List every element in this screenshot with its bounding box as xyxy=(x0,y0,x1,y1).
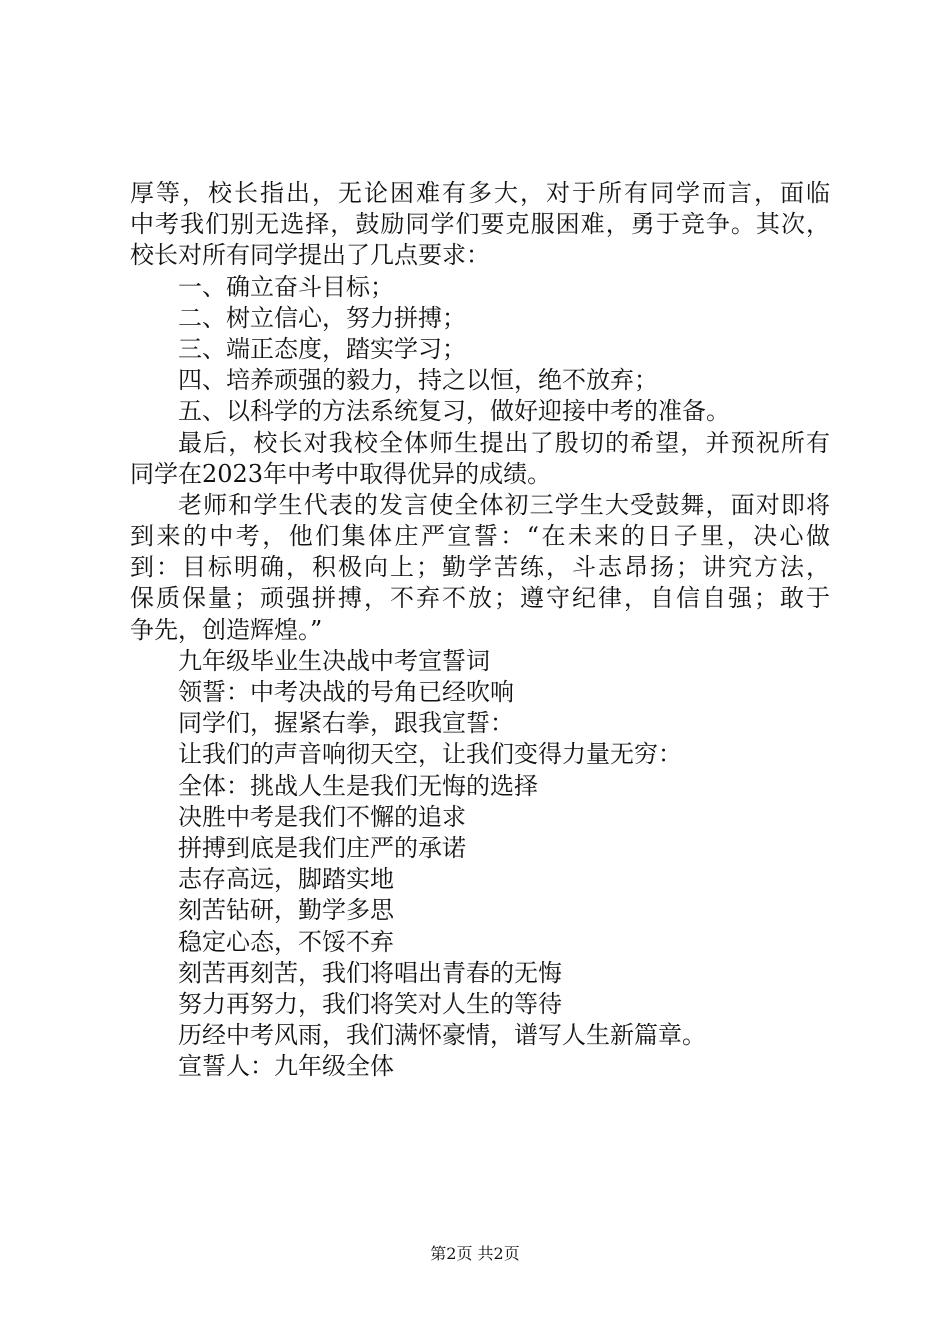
oath-line: 决胜中考是我们不懈的追求 xyxy=(178,802,466,831)
oath-line: 稳定心态，不馁不弃 xyxy=(178,927,394,956)
text-line: 同学在2023年中考中取得优异的成绩。 xyxy=(130,459,552,488)
text-line: 到：目标明确，积极向上；勤学苦练，斗志昂扬；讲究方法， xyxy=(130,553,830,582)
text-line: 校长对所有同学提出了几点要求： xyxy=(130,241,490,270)
text-line: 中考我们别无选择，鼓励同学们要克服困难，勇于竞争。其次， xyxy=(130,210,830,239)
text-line: 争先，创造辉煌。” xyxy=(130,615,323,644)
oath-title: 九年级毕业生决战中考宣誓词 xyxy=(178,646,490,675)
oath-line: 拼搏到底是我们庄严的承诺 xyxy=(178,833,466,862)
oath-signature: 宣誓人：九年级全体 xyxy=(178,1052,394,1081)
oath-line: 志存高远，脚踏实地 xyxy=(178,865,394,894)
oath-line: 努力再努力，我们将笑对人生的等待 xyxy=(178,989,562,1018)
oath-line: 领誓：中考决战的号角已经吹响 xyxy=(178,678,514,706)
body-text xyxy=(130,178,830,1082)
page-footer: 第2页 共2页 xyxy=(430,1244,520,1263)
text-line: 老师和学生代表的发言使全体初三学生大受鼓舞，面对即将 xyxy=(178,490,830,519)
list-item: 三、端正态度，踏实学习； xyxy=(178,334,466,363)
text-line: 厚等，校长指出，无论困难有多大，对于所有同学而言，面临 xyxy=(130,179,830,207)
text-line: 保质保量；顽强拼搏，不弃不放；遵守纪律，自信自强；敢于 xyxy=(130,584,830,613)
list-item: 二、树立信心，努力拼搏； xyxy=(178,303,466,332)
oath-line: 同学们，握紧右拳，跟我宣誓： xyxy=(178,709,514,738)
oath-line: 让我们的声音响彻天空，让我们变得力量无穷： xyxy=(178,740,682,769)
text-line: 到来的中考，他们集体庄严宣誓：“在未来的日子里，决心做 xyxy=(130,522,830,551)
list-item: 一、确立奋斗目标； xyxy=(178,272,394,301)
list-item: 五、以科学的方法系统复习，做好迎接中考的准备。 xyxy=(178,397,730,426)
text-line: 最后，校长对我校全体师生提出了殷切的希望，并预祝所有 xyxy=(178,428,830,457)
oath-line: 全体：挑战人生是我们无悔的选择 xyxy=(178,771,538,800)
oath-line: 刻苦再刻苦，我们将唱出青春的无悔 xyxy=(178,958,562,987)
oath-line: 历经中考风雨，我们满怀豪情，谱写人生新篇章。 xyxy=(178,1021,706,1050)
oath-line: 刻苦钻研，勤学多思 xyxy=(178,896,394,925)
list-item: 四、培养顽强的毅力，持之以恒，绝不放弃； xyxy=(178,366,658,395)
